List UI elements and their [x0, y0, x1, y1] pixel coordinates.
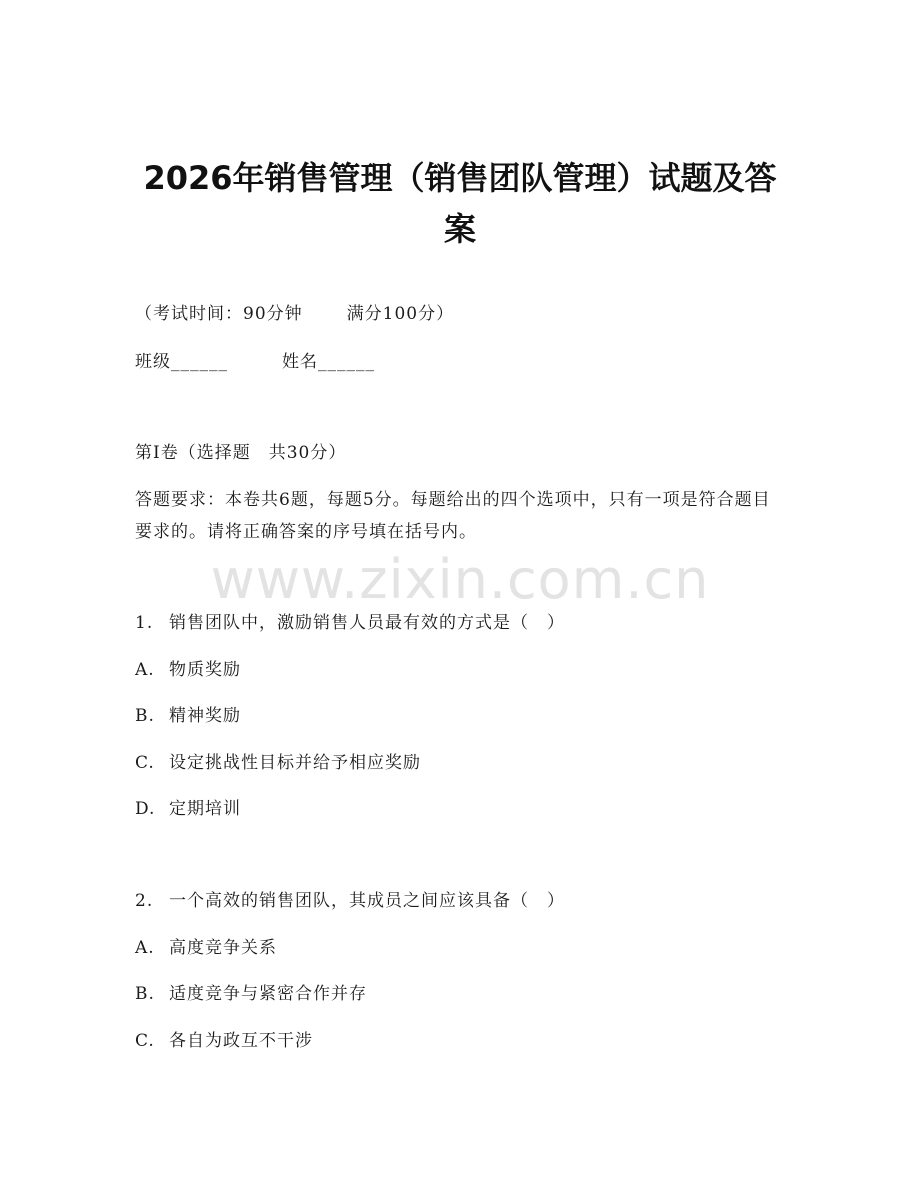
student-info: [135, 351, 375, 373]
option-letter: B.: [135, 984, 155, 1004]
question-2: [135, 890, 565, 912]
option-text: 定期培训: [169, 799, 241, 819]
question-2-option-a: [135, 937, 277, 959]
option-text: 精神奖励: [169, 706, 241, 726]
class-field: 班级______: [135, 352, 228, 372]
option-letter: A.: [135, 938, 155, 958]
option-text: 各自为政互不干涉: [169, 1031, 313, 1051]
option-text: 高度竞争关系: [169, 938, 277, 958]
question-2-option-c: [135, 1030, 313, 1052]
option-text: 适度竞争与紧密合作并存: [169, 984, 367, 1004]
option-text: 物质奖励: [169, 660, 241, 680]
question-number: 2.: [135, 891, 154, 911]
question-1-option-c: [135, 752, 421, 774]
option-letter: D.: [135, 799, 156, 819]
question-1-option-b: [135, 705, 241, 727]
section-heading: 第Ⅰ卷（选择题 共30分）: [135, 443, 347, 463]
option-letter: C.: [135, 753, 155, 773]
exam-time: （考试时间：90分钟: [135, 304, 303, 324]
document-title-line-1: 2026年销售管理（销售团队管理）试题及答: [143, 159, 777, 197]
exam-full-score: 满分100分）: [346, 304, 455, 324]
option-text: 设定挑战性目标并给予相应奖励: [169, 753, 421, 773]
name-field: 姓名______: [282, 352, 375, 372]
question-text: 一个高效的销售团队，其成员之间应该具备（ ）: [169, 891, 565, 911]
answer-instructions: 答题要求：本卷共6题，每题5分。每题给出的四个选项中，只有一项是符合题目要求的。请将正确答案的序号填在括号内。: [135, 490, 771, 542]
question-1-option-d: [135, 798, 241, 820]
option-letter: C.: [135, 1031, 155, 1051]
exam-info: [135, 303, 454, 325]
question-1-option-a: [135, 659, 241, 681]
question-1: [135, 612, 565, 634]
watermark: www.zixin.com.cn: [210, 548, 710, 611]
option-letter: B.: [135, 706, 155, 726]
question-number: 1.: [135, 613, 154, 633]
option-letter: A.: [135, 660, 155, 680]
question-2-option-b: [135, 983, 367, 1005]
document-title-line-2: 案: [443, 210, 476, 248]
question-text: 销售团队中，激励销售人员最有效的方式是（ ）: [169, 613, 565, 633]
